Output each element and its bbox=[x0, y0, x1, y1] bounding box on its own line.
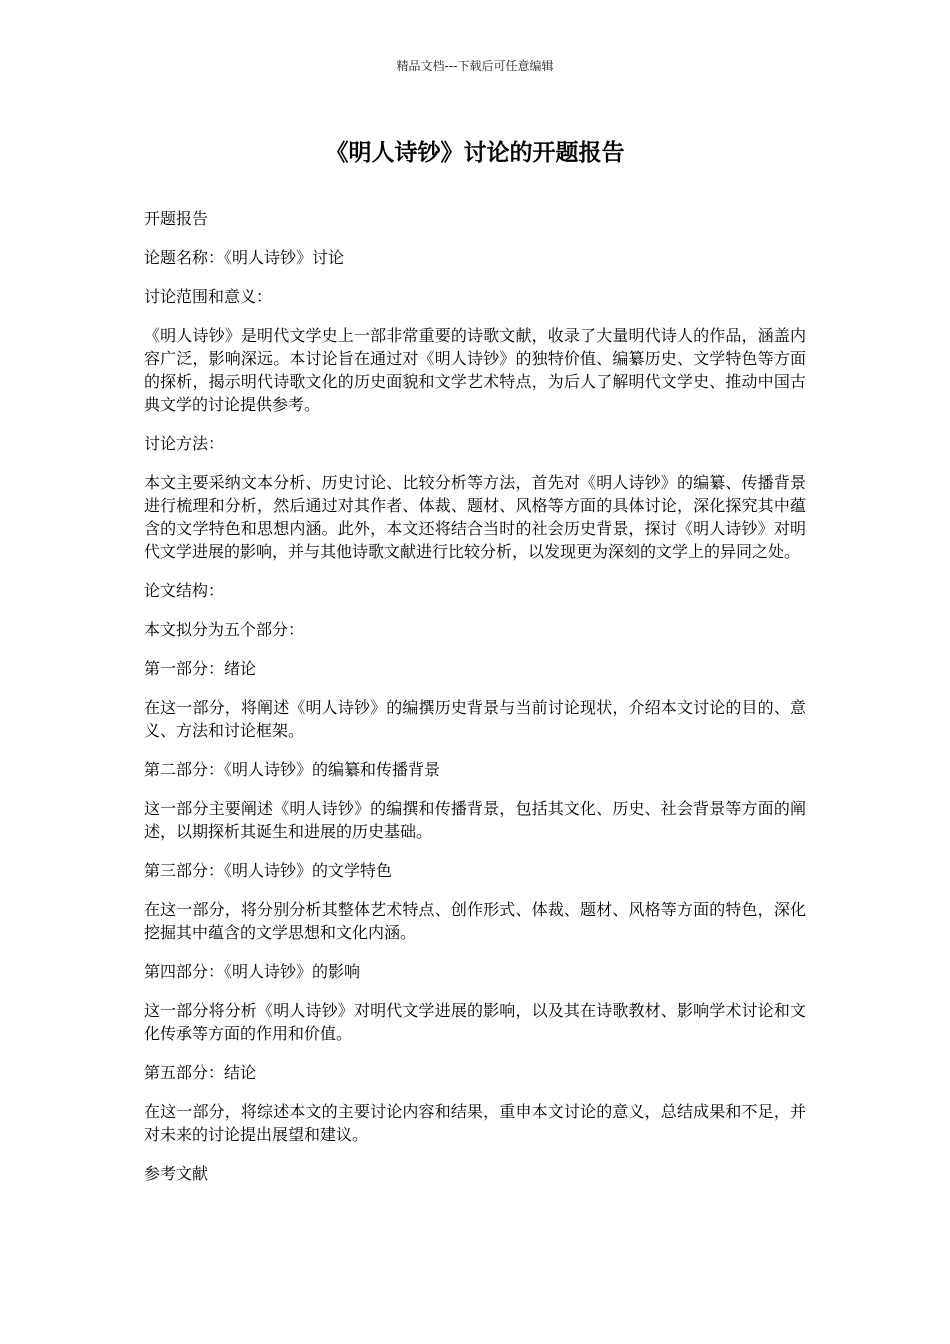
paragraph-method-body: 本文主要采纳文本分析、历史讨论、比较分析等方法，首先对《明人诗钞》的编纂、传播背景进行梳理和分析，然后通过对其作者、体裁、题材、风格等方面的具体讨论，深化探究其中蕴含的文学特色和思想内涵。此外，本文还将结合当时的社会历史背景，探讨《明人诗钞》对明代文学进展的影响，并与其他诗歌文献进行比较分析，以发现更为深刻的文学上的异同之处。 bbox=[144, 473, 806, 561]
paragraph-part4-heading: 第四部分：《明人诗钞》的影响 bbox=[144, 962, 361, 981]
document-body bbox=[144, 207, 806, 1201]
paragraph-part3-heading: 第三部分：《明人诗钞》的文学特色 bbox=[144, 861, 393, 880]
paragraph-scope-heading: 讨论范围和意义： bbox=[144, 287, 273, 306]
paragraph-topic-name: 论题名称：《明人诗钞》讨论 bbox=[144, 248, 345, 267]
paragraph-structure-intro: 本文拟分为五个部分： bbox=[144, 620, 305, 639]
paragraph-part2-body: 这一部分主要阐述《明人诗钞》的编撰和传播背景，包括其文化、历史、社会背景等方面的阐述，以期探析其诞生和进展的历史基础。 bbox=[144, 799, 806, 841]
paragraph-part1-body: 在这一部分，将阐述《明人诗钞》的编撰历史背景与当前讨论现状，介绍本文讨论的目的、意义、方法和讨论框架。 bbox=[144, 698, 806, 740]
paragraph-part3-body: 在这一部分，将分别分析其整体艺术特点、创作形式、体裁、题材、风格等方面的特色，深化挖掘其中蕴含的文学思想和文化内涵。 bbox=[144, 900, 806, 942]
header-note: 精品文档---下载后可任意编辑 bbox=[396, 59, 554, 73]
paragraph-part2-heading: 第二部分：《明人诗钞》的编纂和传播背景 bbox=[144, 760, 441, 779]
paragraph-scope-body: 《明人诗钞》是明代文学史上一部非常重要的诗歌文献，收录了大量明代诗人的作品，涵盖内容广泛，影响深远。本讨论旨在通过对《明人诗钞》的独特价值、编纂历史、文学特色等方面的探析，揭示明代诗歌文化的历史面貌和文学艺术特点，为后人了解明代文学史、推动中国古典文学的讨论提供参考。 bbox=[144, 326, 806, 414]
paragraph-part5-heading: 第五部分：结论 bbox=[144, 1063, 257, 1082]
paragraph-part1-heading: 第一部分：绪论 bbox=[144, 659, 257, 678]
paragraph-part4-body: 这一部分将分析《明人诗钞》对明代文学进展的影响，以及其在诗歌教材、影响学术讨论和文化传承等方面的作用和价值。 bbox=[144, 1001, 806, 1043]
paragraph-structure-heading: 论文结构： bbox=[144, 581, 225, 600]
paragraph-report-label: 开题报告 bbox=[144, 209, 209, 228]
document-title: 《明人诗钞》讨论的开题报告 bbox=[325, 140, 625, 166]
paragraph-method-heading: 讨论方法： bbox=[144, 434, 225, 453]
paragraph-part5-body: 在这一部分，将综述本文的主要讨论内容和结果，重申本文讨论的意义，总结成果和不足，并对未来的讨论提出展望和建议。 bbox=[144, 1102, 806, 1144]
paragraph-references-heading: 参考文献 bbox=[144, 1164, 209, 1183]
